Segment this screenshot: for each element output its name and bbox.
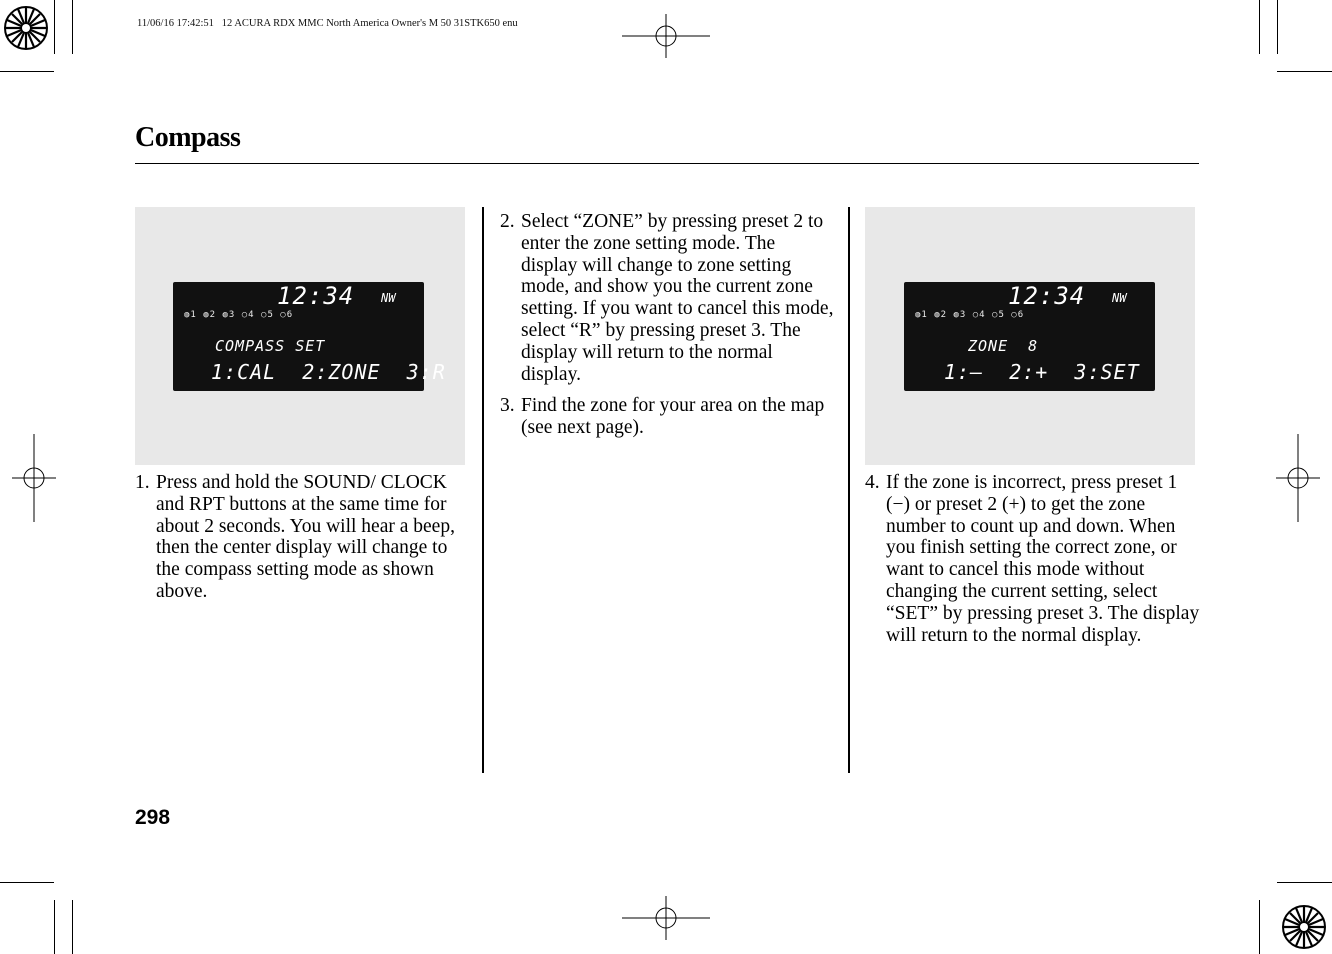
- crosshair-mark-bottom: [622, 896, 710, 940]
- crop-mark: [54, 900, 55, 954]
- compass-direction: NW: [1112, 291, 1127, 305]
- clock-readout: 12:34: [1008, 282, 1086, 310]
- print-header: 11/06/16 17:42:51 12 ACURA RDX MMC North America Owner's M 50 31STK650 enu: [137, 18, 518, 29]
- crop-mark: [1277, 71, 1332, 72]
- crop-mark: [0, 882, 54, 883]
- step-text: Find the zone for your area on the map (see next page).: [521, 395, 825, 438]
- crop-mark: [72, 0, 73, 54]
- instruction-step-3: [500, 395, 834, 439]
- display-line-1: ZONE 8: [968, 337, 1039, 355]
- preset-indicators: ◍1 ◍2 ◍3 ○4 ○5 ○6: [184, 310, 294, 320]
- crop-mark: [1259, 0, 1260, 54]
- display-illustration-compass-set: [135, 207, 465, 465]
- page-number: 298: [135, 806, 171, 829]
- center-display: [904, 282, 1155, 391]
- registration-target-top-left: [2, 4, 50, 52]
- registration-target-bottom-right: [1280, 903, 1328, 951]
- title-divider: [135, 163, 1199, 164]
- step-number: 3.: [500, 395, 515, 416]
- column-divider: [482, 207, 484, 773]
- compass-direction: NW: [381, 291, 396, 305]
- crop-mark: [0, 71, 54, 72]
- display-illustration-zone: [865, 207, 1195, 465]
- step-number: 4.: [865, 472, 880, 493]
- instruction-step-2: [500, 211, 834, 385]
- crop-mark: [72, 900, 73, 954]
- crop-mark: [1277, 0, 1278, 54]
- display-line-2: 1:CAL 2:ZONE 3:R: [211, 360, 446, 384]
- crosshair-mark-right: [1276, 434, 1320, 522]
- crop-mark: [1259, 900, 1260, 954]
- step-text: Select “ZONE” by pressing preset 2 to enter the zone setting mode. The display will change to zone setting mode, and show you the current zone setting. If you want to cancel this mode, select “R” by pressing preset 3. The display will return to the normal display.: [521, 211, 834, 385]
- display-line-2: 1:– 2:+ 3:SET: [944, 360, 1140, 384]
- crop-mark: [1277, 882, 1332, 883]
- instruction-step-4: [865, 472, 1201, 646]
- display-line-1: COMPASS SET: [215, 337, 326, 355]
- center-display: [173, 282, 446, 391]
- column-divider: [848, 207, 850, 773]
- instruction-step-1: [135, 472, 455, 603]
- step-number: 2.: [500, 211, 515, 232]
- preset-indicators: ◍1 ◍2 ◍3 ○4 ○5 ○6: [915, 310, 1025, 320]
- crosshair-mark-left: [12, 434, 56, 522]
- crop-mark: [54, 0, 55, 54]
- clock-readout: 12:34: [277, 282, 355, 310]
- crosshair-mark-top: [622, 14, 710, 58]
- page-title: Compass: [135, 122, 241, 153]
- step-number: 1.: [135, 472, 150, 493]
- step-text: If the zone is incorrect, press preset 1 (−) or preset 2 (+) to get the zone number to count up and down. When you finish setting the correct zone, or want to cancel this mode without changing the current setting, select “SET” by pressing preset 3. The display will return to the normal display.: [886, 472, 1200, 646]
- step-text: Press and hold the SOUND/ CLOCK and RPT buttons at the same time for about 2 seconds. You will hear a beep, then the center display will change to the compass setting mode as shown above.: [156, 472, 455, 602]
